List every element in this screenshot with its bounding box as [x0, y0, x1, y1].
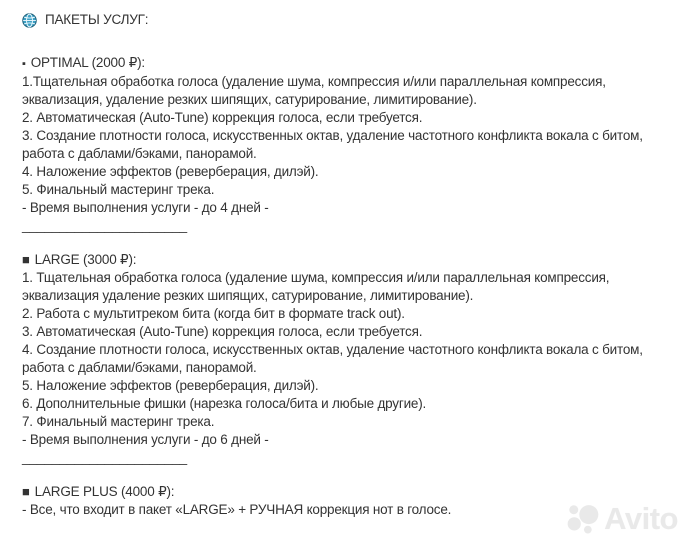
package-item: 1.Тщательная обработка голоса (удаление шума, компрессия и/или параллельная компрессия, эквализация, удаление резких шипящих, сатурирование, лимитирование).: [22, 74, 606, 107]
package-item: 3. Создание плотности голоса, искусственных октав, удаление частотного конфликта вокала с битом, работа с даблами/бэками, панорамой.: [22, 128, 643, 161]
section-title: ПАКЕТЫ УСЛУГ:: [45, 12, 149, 27]
small-square-bullet-icon: ▪: [22, 58, 26, 70]
section-header: [22, 11, 669, 29]
package-item: 2. Автоматическая (Auto-Tune) коррекция голоса, если требуется.: [22, 110, 423, 125]
package-item: - Все, что входит в пакет «LARGE» + РУЧНАЯ коррекция нот в голосе.: [22, 502, 452, 517]
package-title: [22, 251, 669, 269]
package-name-price: OPTIMAL (2000 ₽):: [30, 55, 145, 70]
package-name-price: LARGE (3000 ₽):: [34, 252, 137, 267]
package-title: [22, 483, 669, 501]
package-duration: - Время выполнения услуги - до 6 дней -: [22, 432, 269, 447]
package-item: 5. Наложение эффектов (реверберация, дилэй).: [22, 378, 319, 393]
package-title: [22, 54, 669, 73]
package-item: 4. Создание плотности голоса, искусственных октав, удаление частотного конфликта вокала с битом, работа с даблами/бэками, панорамой.: [22, 342, 643, 375]
avito-logo-text: Avito: [604, 501, 678, 536]
package-large: [22, 251, 669, 467]
separator-line: ______________________: [22, 218, 188, 233]
package-item: 4. Наложение эффектов (реверберация, дилэй).: [22, 164, 319, 179]
package-name-price: LARGE PLUS (4000 ₽):: [34, 484, 175, 499]
square-bullet-icon: ■: [22, 484, 30, 499]
package-item: 5. Финальный мастеринг трека.: [22, 182, 215, 197]
square-bullet-icon: ■: [22, 252, 30, 267]
package-item: 7. Финальный мастеринг трека.: [22, 414, 215, 429]
avito-logo-dots-icon: [566, 502, 599, 535]
package-optimal: [22, 54, 669, 235]
package-item: 3. Автоматическая (Auto-Tune) коррекция голоса, если требуется.: [22, 324, 423, 339]
package-item: 2. Работа с мультитреком бита (когда бит в формате track out).: [22, 306, 405, 321]
package-duration: - Время выполнения услуги - до 4 дней -: [22, 200, 269, 215]
globe-icon: [22, 13, 37, 28]
globe-icon-svg: [22, 13, 37, 28]
separator-line: ______________________: [22, 450, 188, 465]
avito-watermark: [566, 502, 678, 535]
package-item: 1. Тщательная обработка голоса (удаление шума, компрессия и/или параллельная компрессия, эквализация удаление резких шипящих, сатурирование, лимитирование).: [22, 270, 610, 303]
package-item: 6. Дополнительные фишки (нарезка голоса/бита и любые другие).: [22, 396, 427, 411]
